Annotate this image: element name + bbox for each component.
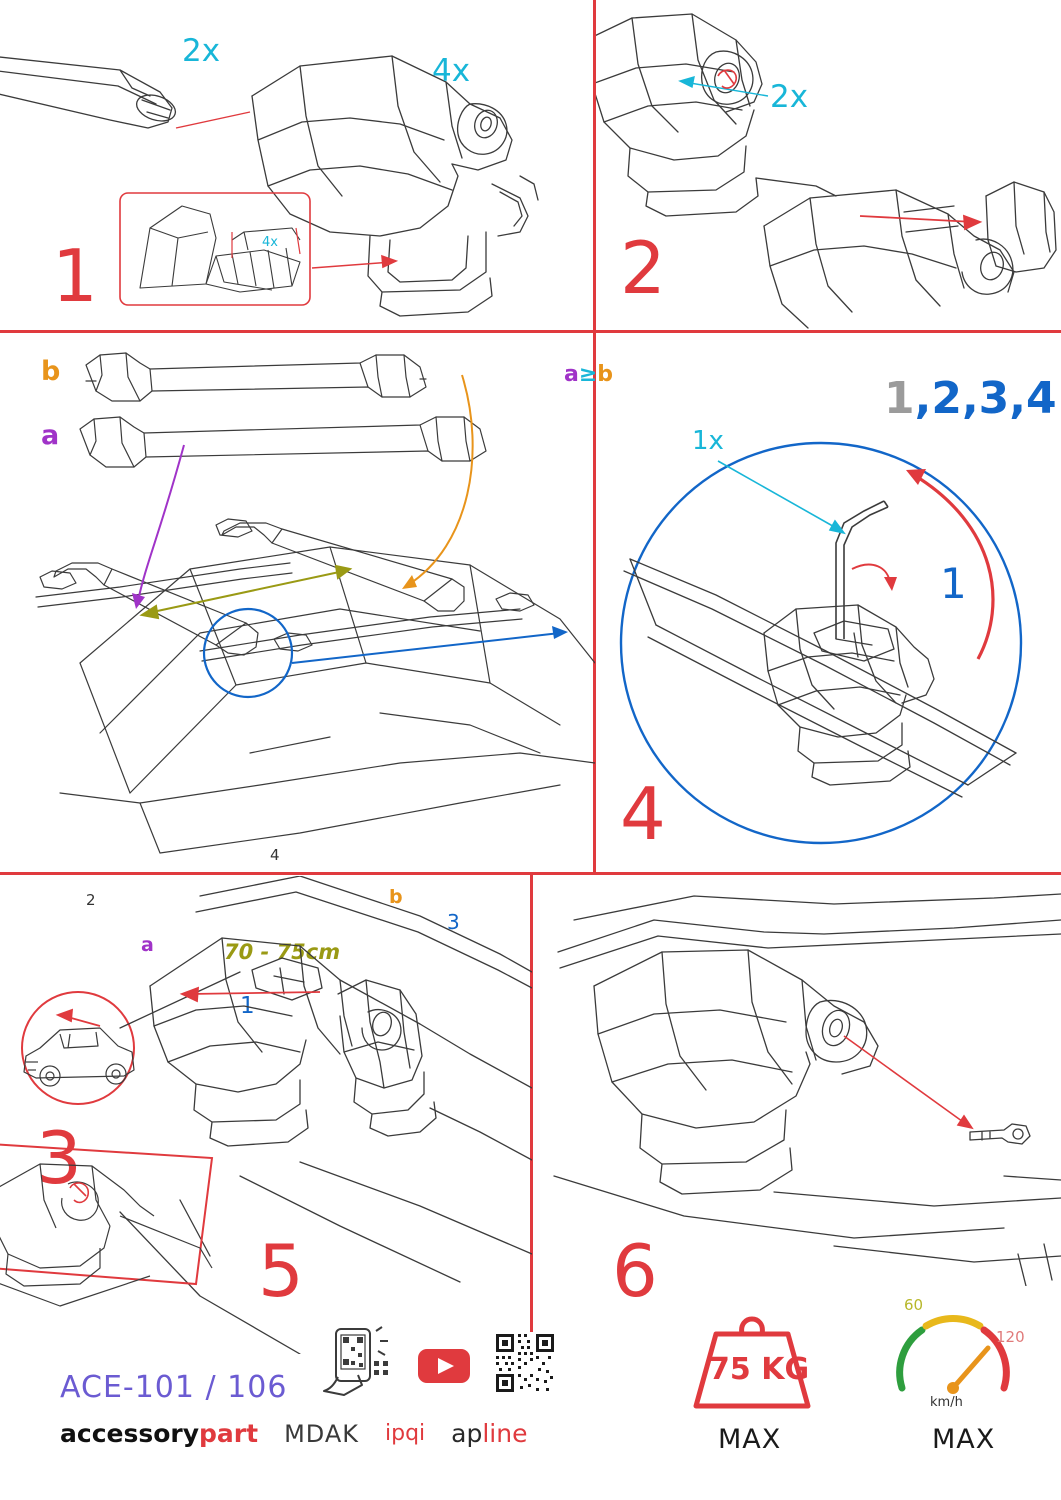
- step-3-marker-1: 1: [240, 993, 255, 1019]
- speed-tick-high: 120: [996, 1328, 1025, 1346]
- step-3-bar-b-label: b: [41, 356, 61, 387]
- divider-col-middle: [593, 333, 596, 872]
- accessorypart-logo: [60, 1419, 258, 1448]
- step-4-marker-1: 1: [940, 559, 967, 608]
- step-3-number: 3: [36, 1116, 82, 1200]
- max-weight-value: 75 KG: [709, 1352, 810, 1387]
- step-1-number: 1: [52, 234, 98, 318]
- step-3-bar-a-label: a: [41, 420, 60, 451]
- step-6-number: 6: [612, 1229, 658, 1313]
- accessorypart-logo-part1: accessory: [60, 1419, 200, 1448]
- step-3-distance-label: 70 - 75cm: [224, 940, 341, 964]
- step-3-marker-2: 2: [86, 891, 96, 909]
- ipqi-logo: ipqi: [385, 1421, 426, 1446]
- step-1-quantity-bar: 2x: [182, 33, 221, 69]
- step-3-position-b-label: b: [389, 886, 403, 908]
- condition-b: b: [597, 362, 614, 387]
- product-code: ACE-101 / 106: [60, 1370, 288, 1405]
- apline-logo: [451, 1419, 527, 1448]
- step-5-number: 5: [258, 1229, 304, 1313]
- divider-col-top: [593, 0, 596, 330]
- max-speed-caption: MAX: [932, 1424, 996, 1455]
- sequence-first: 1: [884, 373, 915, 424]
- step-3-marker-3: 3: [447, 910, 460, 934]
- step-3-marker-4: 4: [270, 846, 280, 864]
- brand-logo-row: [60, 1419, 530, 1448]
- step-3-vehicle-orientation-inset: [8, 990, 148, 1110]
- apline-logo-part2: line: [482, 1419, 528, 1448]
- step-4-sequence-label: [884, 373, 1057, 424]
- step-3-illustration: [0, 333, 598, 872]
- speed-tick-low: 60: [904, 1296, 924, 1314]
- mdak-logo: MDAK: [284, 1419, 359, 1448]
- step-4-quantity: 1x: [692, 426, 724, 456]
- step-6-illustration: [534, 876, 1061, 1286]
- divider-row-1: [0, 330, 1061, 333]
- max-weight-caption: MAX: [718, 1424, 782, 1455]
- step-4-number: 4: [620, 772, 666, 856]
- step-3-position-a-label: a: [141, 934, 154, 956]
- step-1-quantity-inset: 4x: [262, 235, 278, 250]
- accessorypart-logo-part2: part: [199, 1419, 259, 1448]
- condition-operator: ≥: [578, 362, 598, 387]
- divider-col-bottom: [530, 875, 533, 1355]
- sequence-rest: ,2,3,4: [914, 373, 1057, 424]
- step-1-quantity-foot: 4x: [432, 53, 471, 89]
- branding-block: [60, 1370, 530, 1448]
- step-4-condition-label: [564, 364, 613, 386]
- apline-logo-part1: ap: [451, 1419, 483, 1448]
- step-2-number: 2: [620, 226, 666, 310]
- step-2-quantity: 2x: [770, 79, 809, 115]
- condition-a: a: [564, 362, 579, 387]
- speed-unit-label: km/h: [930, 1395, 963, 1410]
